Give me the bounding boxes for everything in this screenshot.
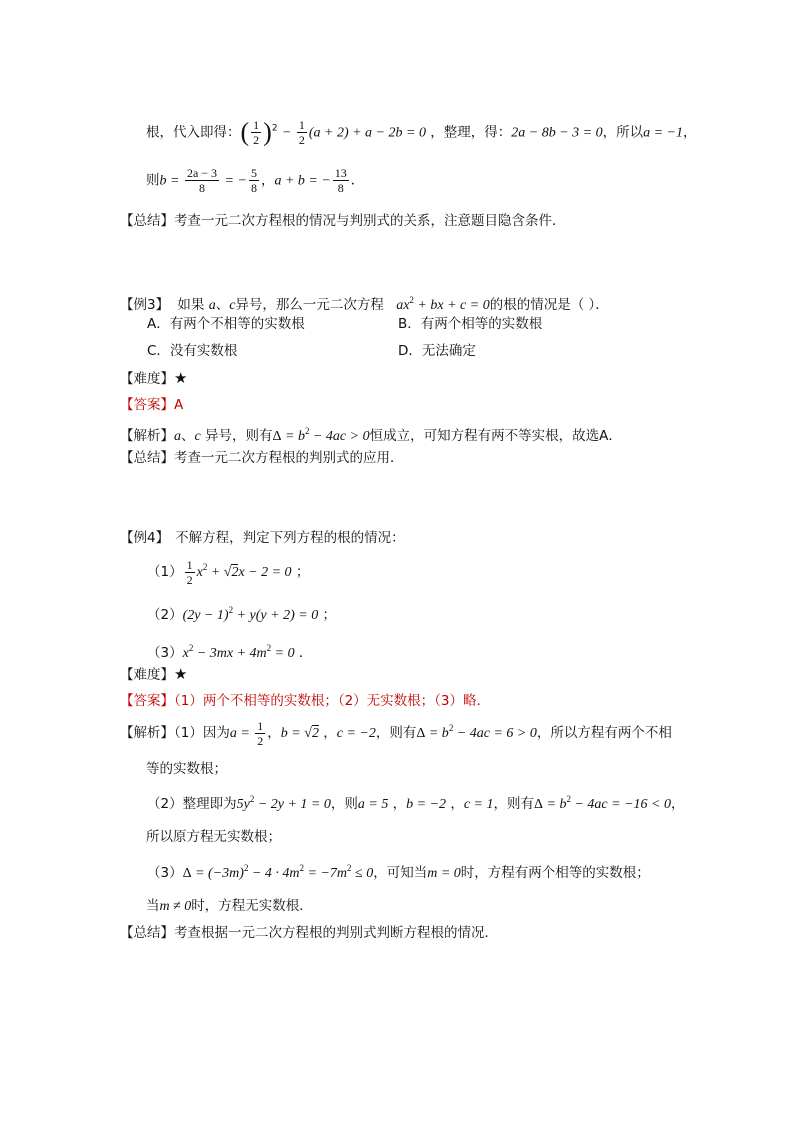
ex4-analysis-3-cont: 当m ≠ 0时，方程无实数根．: [146, 898, 313, 914]
ex3-answer: 【答案】A: [120, 397, 184, 413]
ex4-analysis-3: $(3)\Delta = (-3m)^2 - 4 \cdot 4m^2 = -7m^2 \le 0$，可知当m = 0时，方程有两个相等的实数根；: [147, 863, 650, 881]
ex3-difficulty: 【难度】★: [120, 369, 188, 387]
equation-b-value: b =: [159, 173, 183, 189]
ex3-question: 【例3】 如果 a、c异号，那么一元二次方程 $ax^2$ + bx + c = 0的根的情况是（ ）．: [120, 295, 609, 313]
cont-line-1: 根，代入即得：( $\frac{1}{2}$ )$^2$ − $\frac{1}{2}$ (a + 2) + a − 2b = 0 ，整理，得：2a − 8b − 3 = 0，所以a = −1，: [146, 117, 697, 147]
ex4-equation-2: $(2y - 1)^2 + y(y + 2) = 0$: [182, 605, 319, 623]
cont-text-a1: 根，代入即得：: [146, 124, 241, 141]
fraction-one-half: $\frac{1}{2}$: [253, 118, 260, 147]
star-icon: ★: [174, 369, 188, 387]
star-icon: ★: [174, 665, 188, 683]
ex3-option-c: C．没有实数根: [147, 343, 238, 359]
ex4-item-1: （1） $\frac{1}{2}$ $x^2 + √2x - 2 = 0$ ；: [147, 557, 310, 587]
ex4-analysis-2-cont: 所以原方程无实数根；: [146, 829, 281, 845]
equation-substitution: −: [281, 125, 295, 141]
ex4-equation-3: $x^2 - 3mx + 4m^2 = 0$: [182, 643, 295, 661]
ex4-item-2: $(2)(2y - 1)^2 + y(y + 2) = 0$ ；: [147, 605, 336, 623]
ex3-summary: 【总结】考查一元二次方程根的判别式的应用．: [120, 450, 404, 466]
equation-simplified: 2a − 8b − 3 = 0: [511, 125, 603, 141]
ex4-summary: 【总结】考查根据一元二次方程根的判别式判断方程根的情况．: [120, 925, 498, 941]
ex4-label: 【例4】: [120, 530, 170, 546]
ex4-analysis-1-cont: 等的实数根；: [146, 761, 227, 777]
cont-summary: 【总结】考查一元二次方程根的情况与判别式的关系，注意题目隐含条件．: [120, 213, 566, 229]
ex4-equation-1: $x^2 + √2x - 2 = 0$: [196, 562, 292, 580]
ex3-option-d: D．无法确定: [398, 343, 476, 359]
ex4-answer: 【答案】（1）两个不相等的实数根；（2）无实数根；（3）略．: [120, 693, 491, 709]
ex4-difficulty: 【难度】★: [120, 665, 188, 683]
ex3-option-b: B．有两个相等的实数根: [398, 316, 543, 332]
ex4-item-3: $(3)x^2 - 3mx + 4m^2 = 0$ ．: [147, 643, 313, 661]
ex3-analysis: 【解析】a、c 异号，则有$\Delta = b^2 - 4ac > 0$恒成立，可知方程有两不等实根，故选A．: [120, 426, 622, 444]
ex3-label: 【例3】: [120, 297, 170, 313]
ex4-question: 【例4】 不解方程，判定下列方程的根的情况：: [120, 530, 405, 546]
ex3-option-a: A．有两个不相等的实数根: [147, 316, 305, 332]
ex3-discriminant: $\Delta = b^2 - 4ac > 0$: [272, 426, 370, 444]
ex4-analysis-1: 【解析】（1）因为a = $\frac{1}{2}$ ，b = √2 ，c = −2，则有$\Delta = b^2 - 4ac = 6 > 0$，所以方程有两个不相: [120, 718, 672, 748]
ex3-equation: $ax^2$ + bx + c = 0: [396, 295, 490, 313]
ex4-analysis-2: （2）整理即为$5y^2 - 2y + 1 = 0$，则a = 5 ，b = −2 ，c = 1，则有$\Delta = b^2 - 4ac = -16 < 0$，: [147, 794, 685, 812]
cont-line-2: 则b = $\frac{2a - 3}{8}$ = − $\frac{5}{8}$ ，a + b = − $\frac{13}{8}$ ．: [146, 166, 365, 195]
